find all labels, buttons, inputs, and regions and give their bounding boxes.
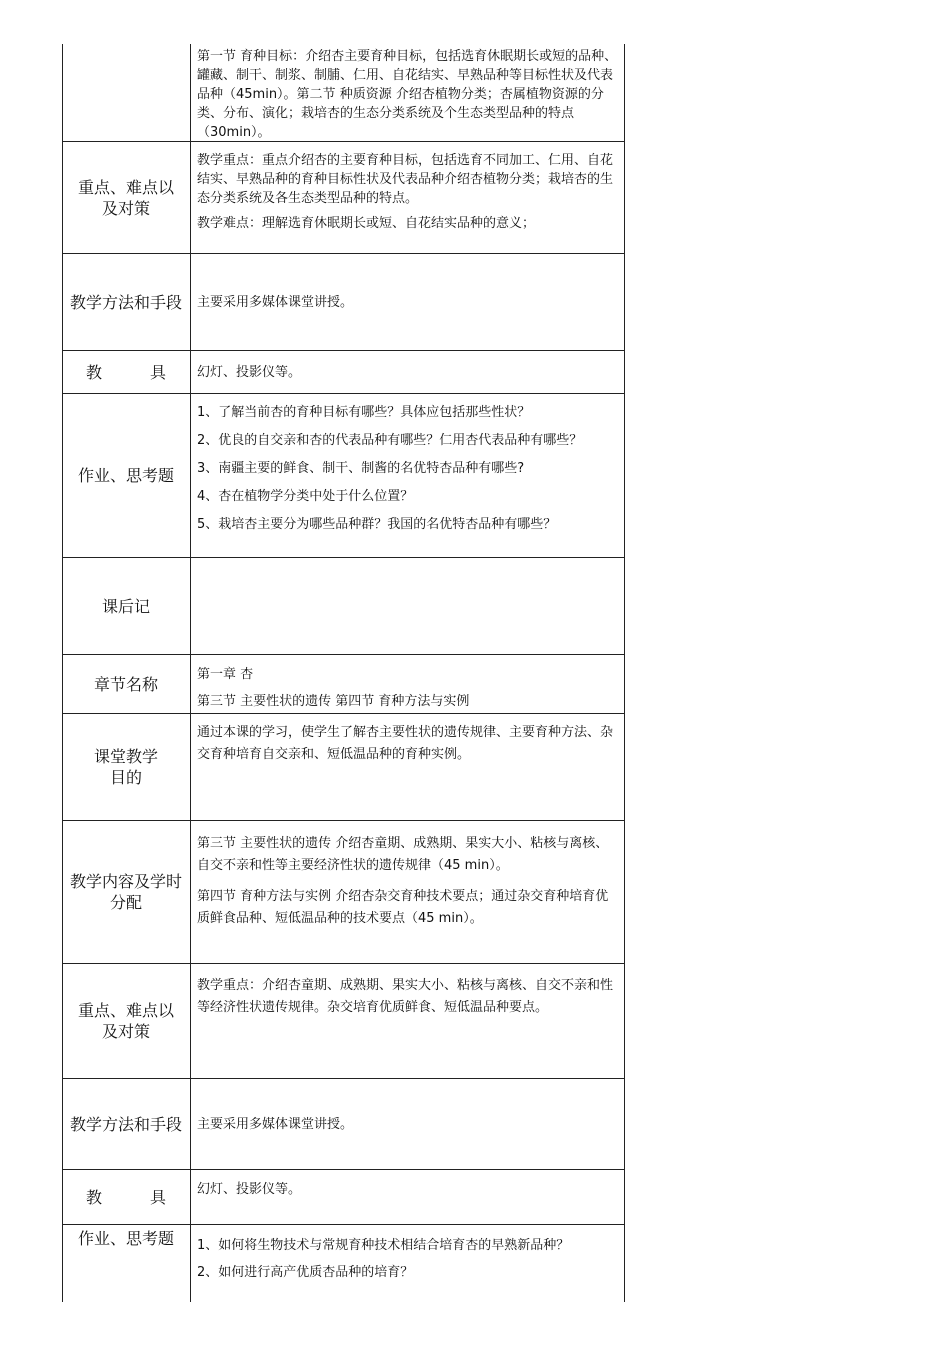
row-label: 作业、思考题	[77, 1229, 174, 1248]
row-content	[197, 254, 619, 350]
table-row	[62, 394, 625, 558]
content-line: 幻灯、投影仪等。	[197, 364, 302, 380]
row-label: 课堂教学目的	[93, 747, 158, 787]
content-line: 主要采用多媒体课堂讲授。	[197, 1116, 354, 1132]
row-content	[197, 1170, 619, 1224]
content-line: 第一节 育种目标：介绍杏主要育种目标，包括选育休眠期长或短的品种、罐藏、制干、制浆、制脯、仁用、自花结实、早熟品种等目标性状及代表品种（45min）。第二节 种质资源 介绍杏植物分类；杏属植物资源的分类、分布、演化；栽培杏的生态分类系统及个生态类型品种的特点（30min）。	[197, 49, 618, 140]
content-line: 第四节 育种方法与实例 介绍杏杂交育种技术要点；通过杂交育种培育优质鲜食品种、短低温品种的技术要点（45 min）。	[197, 889, 609, 926]
row-label: 教学方法和手段	[69, 292, 182, 312]
table-row	[62, 44, 625, 142]
table-row	[62, 714, 625, 821]
row-content	[197, 142, 619, 253]
content-line: 教学重点：介绍杏童期、成熟期、果实大小、粘核与离核、自交不亲和性等经济性状遗传规律。杂交培育优质鲜食、短低温品种要点。	[197, 978, 614, 1015]
content-line: 幻灯、投影仪等。	[197, 1182, 302, 1197]
row-label: 课后记	[101, 596, 150, 616]
table-row	[62, 821, 625, 964]
row-label: 教学方法和手段	[69, 1114, 182, 1134]
row-content	[197, 351, 619, 393]
row-content	[197, 558, 619, 654]
lesson-plan-table	[62, 44, 625, 1302]
row-label	[62, 44, 190, 141]
content-line: 通过本课的学习，使学生了解杏主要性状的遗传规律、主要育种方法、杂交育种培育自交亲和、短低温品种的育种实例。	[197, 725, 614, 762]
row-content	[197, 44, 619, 141]
content-line: 第三节 主要性状的遗传 介绍杏童期、成熟期、果实大小、粘核与离核、自交不亲和性等主要经济性状的遗传规律（45 min）。	[197, 836, 609, 873]
table-row	[62, 558, 625, 655]
row-label: 重点、难点以及对策	[77, 177, 174, 218]
table-row	[62, 142, 625, 254]
content-line: 教学难点：理解选育休眠期长或短、自花结实品种的意义；	[197, 216, 536, 231]
row-content	[197, 714, 619, 820]
content-line: 第三节 主要性状的遗传 第四节 育种方法与实例	[197, 694, 470, 709]
row-label: 教 具	[85, 1187, 166, 1207]
content-line: 1、如何将生物技术与常规育种技术相结合培育杏的早熟新品种？	[197, 1238, 570, 1253]
row-content	[197, 655, 619, 713]
content-line: 第一章 杏	[197, 667, 254, 682]
content-line: 1、了解当前杏的育种目标有哪些？具体应包括那些性状？	[197, 405, 531, 420]
table-row	[62, 655, 625, 714]
content-line: 3、南疆主要的鲜食、制干、制酱的名优特杏品种有哪些?	[197, 461, 525, 476]
table-row	[62, 1079, 625, 1170]
content-line: 教学重点：重点介绍杏的主要育种目标，包括选育不同加工、仁用、自花结实、早熟品种的育种目标性状及代表品种介绍杏植物分类；栽培杏的生态分类系统及各生态类型品种的特点。	[197, 153, 614, 206]
row-label: 重点、难点以及对策	[77, 1001, 174, 1041]
content-line: 5、栽培杏主要分为哪些品种群？我国的名优特杏品种有哪些？	[197, 517, 557, 532]
row-label: 教学内容及学时分配	[69, 872, 182, 912]
table-row	[62, 351, 625, 394]
row-label: 教 具	[85, 362, 166, 382]
row-content	[197, 1225, 619, 1302]
content-line: 2、如何进行高产优质杏品种的培育？	[197, 1265, 414, 1280]
row-label: 章节名称	[93, 674, 158, 694]
table-row	[62, 1225, 625, 1302]
row-content	[197, 394, 619, 557]
content-line: 主要采用多媒体课堂讲授。	[197, 294, 354, 310]
row-content	[197, 964, 619, 1078]
row-label: 作业、思考题	[77, 466, 174, 485]
content-line: 2、优良的自交亲和杏的代表品种有哪些？仁用杏代表品种有哪些？	[197, 433, 583, 448]
table-row	[62, 964, 625, 1079]
table-row	[62, 254, 625, 351]
table-row	[62, 1170, 625, 1225]
row-content	[197, 1079, 619, 1169]
content-line: 4、杏在植物学分类中处于什么位置？	[197, 489, 414, 504]
row-content	[197, 821, 619, 963]
